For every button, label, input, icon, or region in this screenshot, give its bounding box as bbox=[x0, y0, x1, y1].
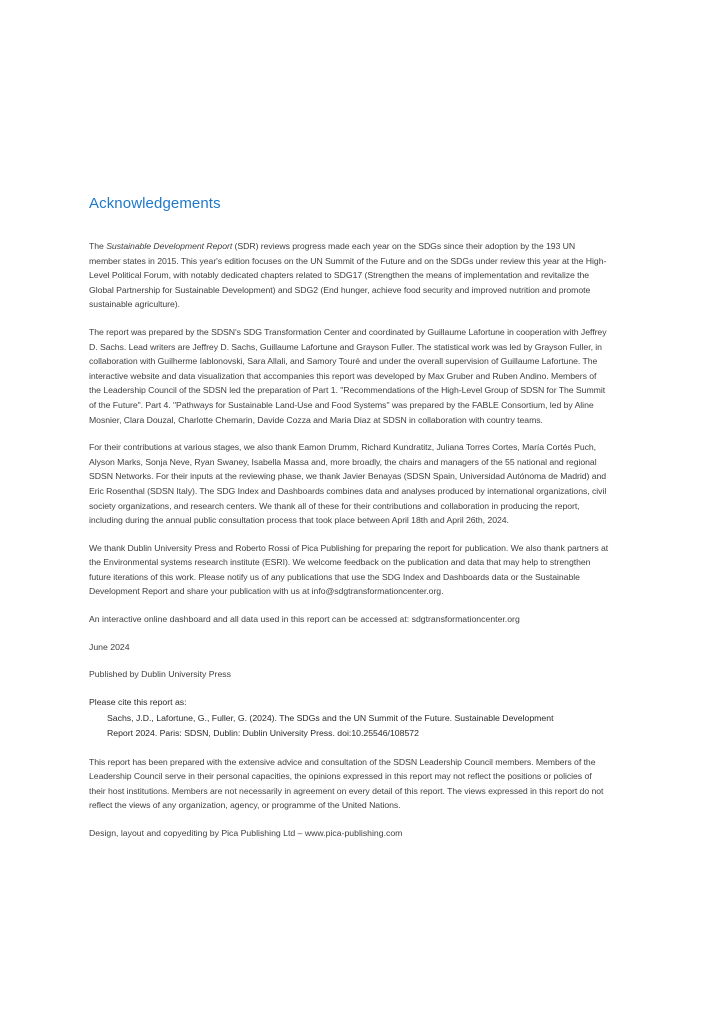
paragraph-publication-thanks: We thank Dublin University Press and Roberto Rossi of Pica Publishing for preparing the report for publication. We also thank partners at the Environmental systems research institute (ESRI). We welcome feedback on the publication and data that may help to strengthen future iterations of this work. Please notify us of any publications that use the SDG Index and Dashboards data or the Sustainable Development Report and share your publication with us at info@sdgtransformationcenter.org. bbox=[89, 542, 609, 597]
intro-prefix: The bbox=[89, 241, 107, 251]
citation-heading: Please cite this report as: bbox=[89, 696, 187, 707]
publication-date: June 2024 bbox=[89, 641, 130, 652]
paragraph-authors: The report was prepared by the SDSN's SDG Transformation Center and coordinated by Guillaume Lafortune in cooperation with Jeffrey D. Sachs. Lead writers are Jeffrey D. Sachs, Guillaume Lafortune and Grayson Fuller. The statistical work was led by Grayson Fuller, in collaboration with Guilherme Iablonovski, Sara Allali, and Samory Touré and under the overall supervision of Guillaume Lafortune. The interactive website and data visualization that accompanies this report was developed by Max Gruber and Ruben Andino. Members of the Leadership Council of the SDSN led the preparation of Part 1. "Recommendations of the High-Level Group of SDSN for The Summit of the Future". Part 4. "Pathways for Sustainable Land-Use and Food Systems" was prepared by the FABLE Consortium, led by Aline Mosnier, Clara Douzal, Charlotte Chemarin, Davide Cozza and Maria Diaz at SDSN in collaboration with country teams. bbox=[89, 326, 607, 425]
paragraph-intro bbox=[89, 239, 609, 312]
citation-text: Sachs, J.D., Lafortune, G., Fuller, G. (2024). The SDGs and the UN Summit of the Future. Sustainable Development Report 2024. Paris: SDSN, Dublin: Dublin University Press. doi:10.25546/108572 bbox=[107, 713, 554, 739]
disclaimer-paragraph: This report has been prepared with the extensive advice and consultation of the SDSN Leadership Council members. Members of the Leadership Council serve in their personal capacities, the opinions expressed in this report may not reflect the positions or policies of their host institutions. Members are not necessarily in agreement on every detail of this report. The views expressed in this report do not reflect the views of any organization, agency, or programme of the United Nations. bbox=[89, 756, 604, 811]
page-title: Acknowledgements bbox=[89, 195, 221, 212]
publisher-line: Published by Dublin University Press bbox=[89, 669, 231, 680]
intro-rest: (SDR) reviews progress made each year on the SDGs since their adoption by the 193 UN member states in 2015. This year's edition focuses on the UN Summit of the Future and on the SDGs under review this year at the High-Level Political Forum, with notably dedicated chapters related to SDG17 (Strengthen the means of implementation and revitalize the Global Partnership for Sustainable Development) and SDG2 (End hunger, achieve food security and improved nutrition and promote sustainable agriculture). bbox=[89, 241, 607, 310]
report-title-italic: Sustainable Development Report bbox=[106, 241, 233, 251]
dashboard-note: An interactive online dashboard and all data used in this report can be accessed at: sdgtransformationcenter.org bbox=[89, 614, 520, 625]
acknowledgements-page bbox=[89, 194, 609, 854]
paragraph-contributions: For their contributions at various stages, we also thank Eamon Drumm, Richard Kundratitz, Juliana Torres Cortes, María Cortés Puch, Alyson Marks, Sonja Neve, Ryan Swaney, Isabella Massa and, more broadly, the chairs and managers of the 55 national and regional SDSN Networks. For their inputs at the reviewing phase, we thank Javier Benayas (SDSN Spain, Universidad Autónoma de Madrid) and Eric Rosenthal (SDSN Italy). The SDG Index and Dashboards combines data and analyses produced by international organizations, civil society organizations, and research centers. We thank all of these for their contributions and collaboration in producing the report, including during the annual public consultation process that took place between April 18th and April 26th, 2024. bbox=[89, 442, 607, 526]
design-credits: Design, layout and copyediting by Pica Publishing Ltd – www.pica-publishing.com bbox=[89, 828, 403, 838]
